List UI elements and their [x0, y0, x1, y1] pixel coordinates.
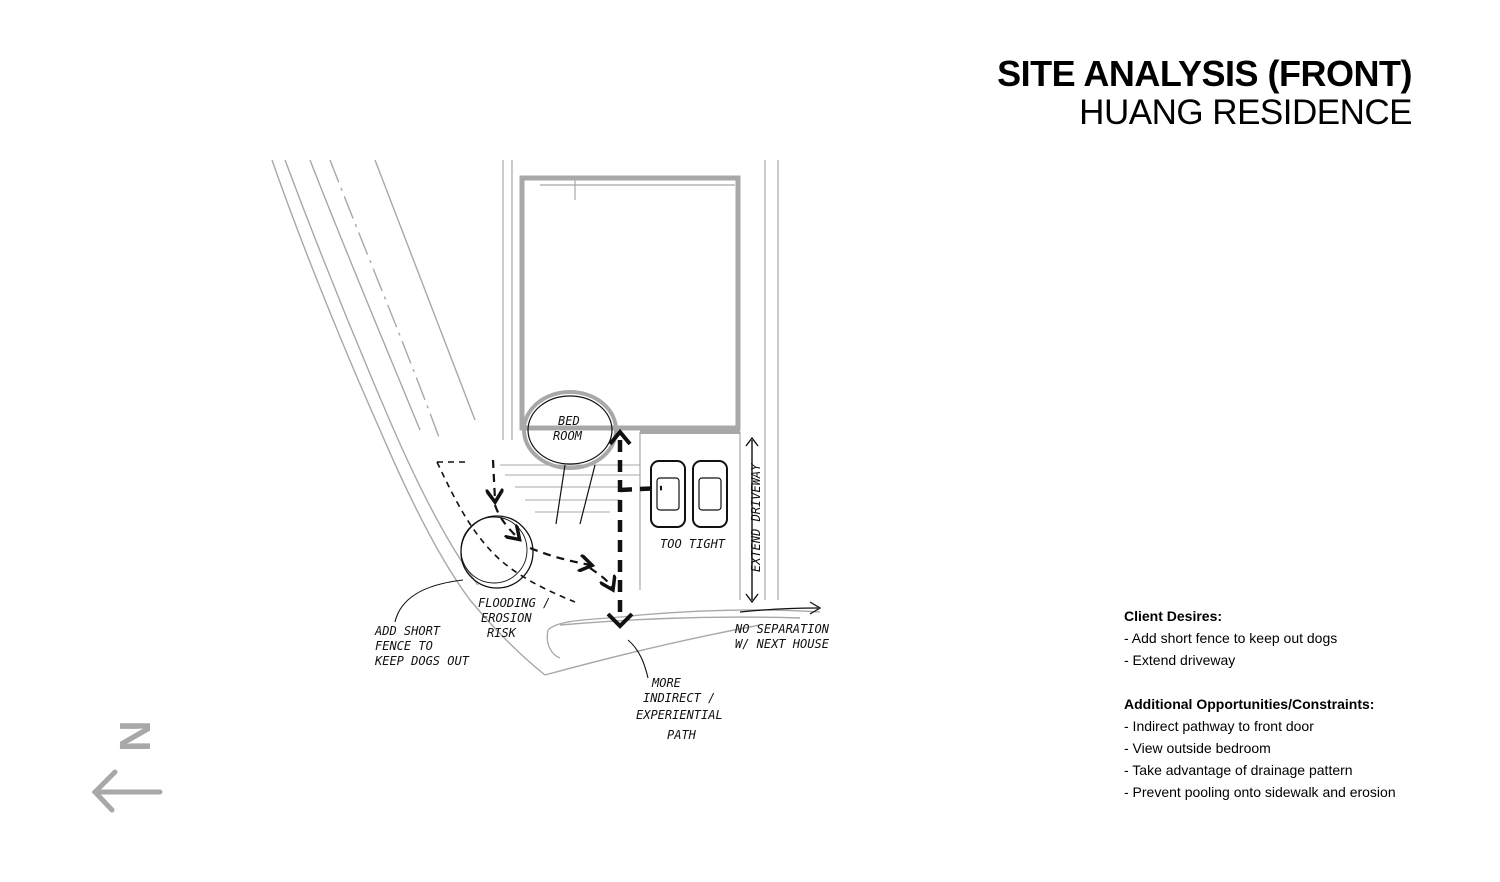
path-arrow-down [608, 614, 632, 626]
drainage-arrows [493, 460, 612, 588]
label-fence-line3: KEEP DOGS OUT [375, 654, 469, 668]
label-fence-line1: ADD SHORT [375, 624, 441, 638]
path-leader [628, 640, 648, 678]
page-title: SITE ANALYSIS (FRONT) [997, 53, 1412, 94]
label-bedroom-line2: ROOM [553, 429, 582, 443]
notes-spacer [1124, 671, 1454, 693]
north-label: N [111, 720, 160, 752]
label-path-line4: PATH [667, 728, 696, 742]
additional-heading: Additional Opportunities/Constraints: [1124, 696, 1375, 712]
additional-item: - View outside bedroom [1124, 740, 1271, 756]
additional-item: - Prevent pooling onto sidewalk and erosion [1124, 784, 1396, 800]
label-separation-line2: W/ NEXT HOUSE [735, 637, 829, 651]
drainage-circle [461, 516, 533, 588]
label-path-line1: MORE [652, 676, 681, 690]
client-desire-item: - Add short fence to keep out dogs [1124, 630, 1338, 646]
fence-leader [395, 580, 463, 622]
label-fence-line2: FENCE TO [375, 639, 433, 653]
page-subtitle: HUANG RESIDENCE [1079, 93, 1412, 132]
notes-panel [1124, 605, 1454, 803]
cars [651, 461, 727, 527]
additional-item: - Take advantage of drainage pattern [1124, 762, 1353, 778]
client-desires-heading: Client Desires: [1124, 608, 1223, 624]
client-desire-item: - Extend driveway [1124, 652, 1236, 668]
label-path-line2: INDIRECT / [643, 691, 716, 705]
label-bedroom-line1: BED [558, 414, 580, 428]
bedroom-bubble [524, 392, 616, 524]
label-flooding-line1: FLOODING / [478, 596, 551, 610]
label-flooding-line2: EROSION [481, 611, 532, 625]
label-separation-line1: NO SEPARATION [735, 622, 829, 636]
additional-item: - Indirect pathway to front door [1124, 718, 1314, 734]
label-too-tight: TOO TIGHT [660, 537, 726, 551]
north-arrow [95, 772, 160, 810]
indirect-path [620, 440, 662, 620]
label-extend-driveway: EXTEND DRIVEWAY [749, 463, 763, 572]
label-flooding-line3: RISK [487, 626, 516, 640]
separation-arrow [740, 602, 820, 614]
house-footprint [503, 160, 778, 600]
label-path-line3: EXPERIENTIAL [636, 708, 723, 722]
